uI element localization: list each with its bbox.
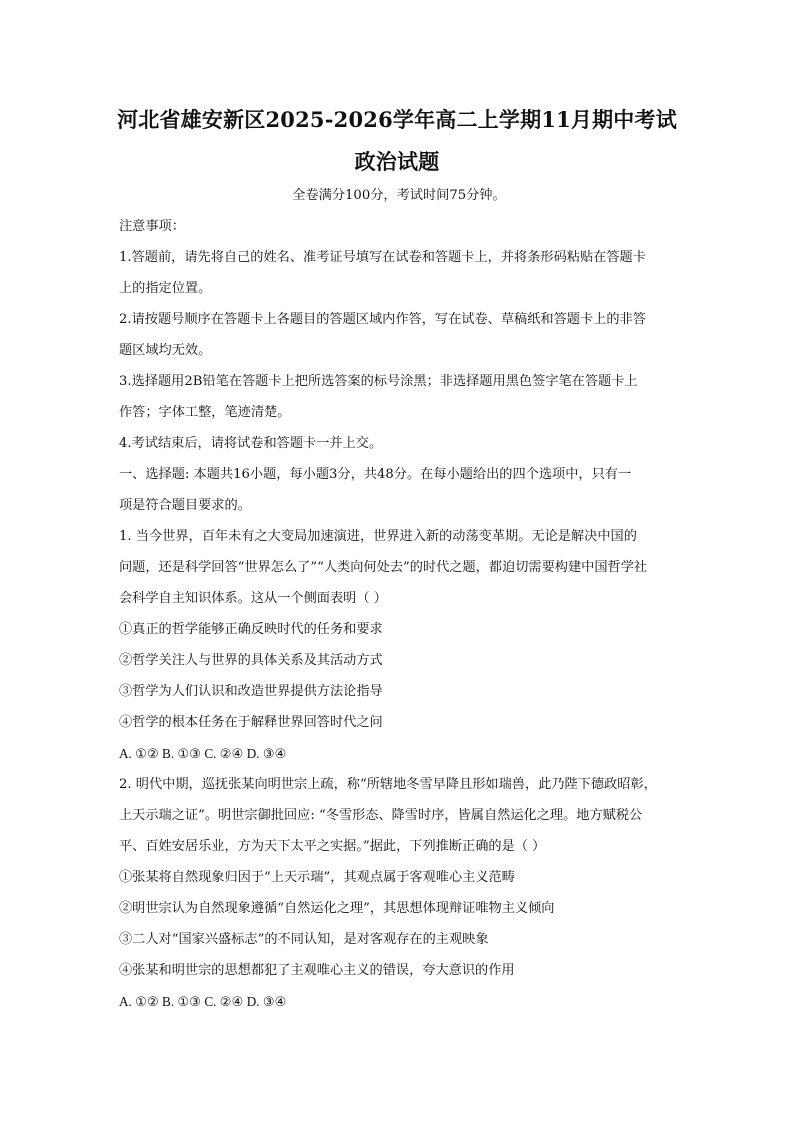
question-2-item: ①张某将自然现象归因于“上天示瑞”，其观点属于客观唯心主义范畴 [119, 870, 515, 885]
note-line: 3.选择题用2B铅笔在答题卡上把所选答案的标号涂黑；非选择题用黑色签字笔在答题卡上 [119, 374, 638, 389]
question-2-item: ③二人对“国家兴盛标志”的不同认知，是对客观存在的主观映象 [119, 932, 489, 947]
exam-title: 河北省雄安新区2025-2026学年高二上学期11月期中考试 [117, 107, 677, 132]
notes-heading: 注意事项： [119, 219, 185, 234]
question-1-item: ③哲学为人们认识和改造世界提供方法论指导 [119, 684, 383, 699]
question-1-stem: 问题，还是科学回答“世界怎么了”“人类向何处去”的时代之题，都迫切需要构建中国哲学社 [119, 560, 648, 575]
question-1-item: ②哲学关注人与世界的具体关系及其活动方式 [119, 653, 383, 668]
question-1-item: ①真正的哲学能够正确反映时代的任务和要求 [119, 622, 383, 637]
question-2-item: ④张某和明世宗的思想都犯了主观唯心主义的错误，夸大意识的作用 [119, 963, 515, 978]
section-heading: 项是符合题目要求的。 [119, 498, 251, 513]
exam-intro: 全卷满分100分，考试时间75分钟。 [292, 188, 506, 203]
note-line: 题区域均无效。 [119, 343, 212, 358]
exam-subject-title: 政治试题 [354, 149, 440, 174]
note-line: 4.考试结束后，请将试卷和答题卡一并上交。 [119, 436, 383, 451]
question-1-stem: 1. 当今世界，百年未有之大变局加速演进，世界进入新的动荡变革期。无论是解决中国的 [119, 529, 637, 544]
question-1-stem: 会科学自主知识体系。这从一个侧面表明（ ） [119, 591, 387, 606]
question-2-stem: 上天示瑞之证”。明世宗御批回应: “冬雪形态、降雪时序，皆属自然运化之理。地方赋税公 [119, 808, 643, 823]
question-1-options: A. ①② B. ①③ C. ②④ D. ③④ [119, 746, 287, 761]
question-2-stem: 平、百姓安居乐业，方为天下太平之实据。”据此，下列推断正确的是（ ） [119, 839, 546, 854]
question-1-item: ④哲学的根本任务在于解释世界回答时代之问 [119, 715, 383, 730]
question-2-item: ②明世宗认为自然现象遵循“自然运化之理”，其思想体现辩证唯物主义倾向 [119, 901, 555, 916]
section-heading: 一、选择题: 本题共16小题，每小题3分，共48分。在每小题给出的四个选项中，只有一 [119, 467, 632, 482]
note-line: 作答；字体工整，笔迹清楚。 [119, 405, 291, 420]
note-line: 上的指定位置。 [119, 281, 212, 296]
question-2-stem: 2. 明代中期，巡抚张某向明世宗上疏，称“所辖地冬雪早降且形如瑞兽，此乃陛下德政昭彰， [119, 777, 657, 792]
document-body [119, 186, 679, 1023]
note-line: 1.答题前，请先将自己的姓名、准考证号填写在试卷和答题卡上，并将条形码粘贴在答题卡 [119, 250, 646, 265]
note-line: 2.请按题号顺序在答题卡上各题目的答题区域内作答，写在试卷、草稿纸和答题卡上的非答 [119, 312, 646, 327]
question-2-options: A. ①② B. ①③ C. ②④ D. ③④ [119, 994, 287, 1009]
